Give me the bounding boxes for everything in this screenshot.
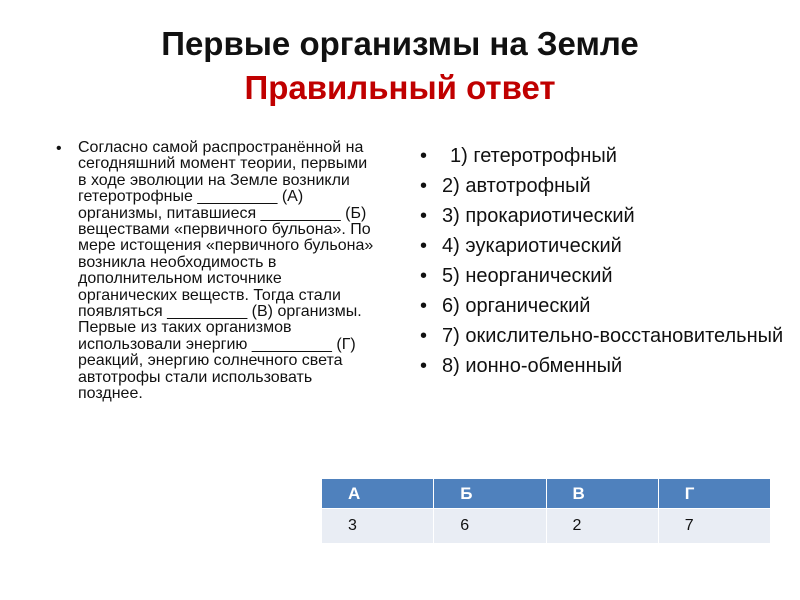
task-paragraph: Согласно самой распространённой на сегодняшний момент теории, первыми в ходе эволюции на Земле возникли гетеротрофные _________ (А) организмы, питавшиеся _________ (Б) веществами «первичного бульона». По мере истощения «первичного бульона» возникла необходимость в дополнительном источнике органических веществ. Тогда стали появляться _________ (В) организмы. Первые из таких организмов использовали энергию _________ (Г) реакций, энергию солнечного света автотрофы стали использовать позднее. (78, 139, 374, 403)
table-header-cell: Б (434, 479, 546, 509)
bullet-icon: • (420, 175, 428, 197)
table-header-cell: Г (658, 479, 770, 509)
slide-title (0, 22, 800, 110)
bullet-icon: • (56, 140, 62, 157)
option-label: 2) автотрофный (442, 175, 591, 197)
option-item (414, 174, 794, 199)
bullet-icon: • (420, 355, 428, 377)
bullet-icon: • (420, 205, 428, 227)
option-label: 8) ионно-обменный (442, 355, 623, 377)
table-cell: 2 (546, 509, 658, 544)
option-item (414, 234, 794, 259)
option-item (414, 264, 794, 289)
table-header-row (322, 479, 771, 509)
option-label: 4) эукариотический (442, 235, 622, 257)
options-block (414, 144, 794, 384)
table-header-cell: А (322, 479, 434, 509)
table-cell: 6 (434, 509, 546, 544)
option-item (414, 294, 794, 319)
option-label: 1) гетеротрофный (450, 145, 617, 167)
bullet-icon: • (420, 295, 428, 317)
answer-table (321, 478, 771, 544)
option-item (414, 204, 794, 229)
table-header-cell: В (546, 479, 658, 509)
task-text-block (56, 140, 376, 403)
options-list (414, 144, 794, 379)
title-main: Первые организмы на Земле (161, 25, 639, 62)
bullet-icon: • (420, 325, 428, 347)
table-cell: 3 (322, 509, 434, 544)
bullet-icon: • (420, 235, 428, 257)
option-label: 7) окислительно-восстановительный (442, 325, 784, 347)
title-subtitle: Правильный ответ (244, 69, 556, 106)
option-label: 5) неорганический (442, 265, 613, 287)
table-row (322, 509, 771, 544)
bullet-icon: • (420, 265, 428, 287)
table-cell: 7 (658, 509, 770, 544)
option-item (414, 324, 794, 349)
option-label: 3) прокариотический (442, 205, 635, 227)
bullet-icon: • (420, 145, 428, 167)
option-item (414, 354, 794, 379)
option-label: 6) органический (442, 295, 591, 317)
option-item (414, 144, 794, 169)
